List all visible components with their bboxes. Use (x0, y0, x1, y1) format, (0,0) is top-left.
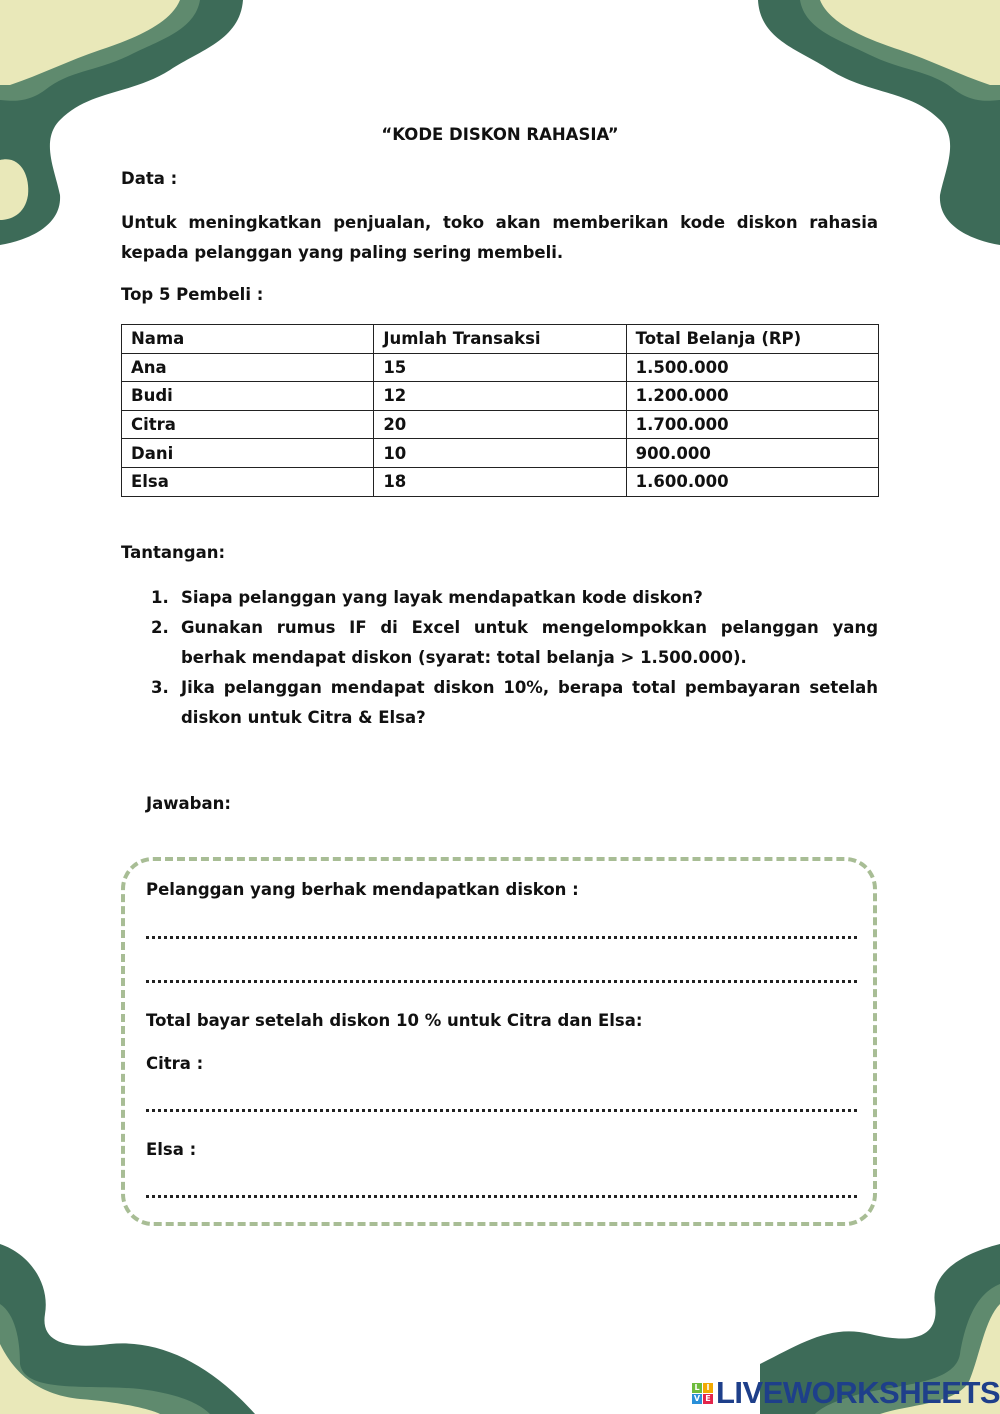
question-item (121, 583, 878, 613)
answer-box (121, 857, 877, 1226)
eligible-answer-line-2[interactable] (146, 980, 857, 983)
table-row (122, 410, 879, 439)
table-cell: 20 (374, 410, 626, 439)
logo-tile: I (703, 1383, 713, 1393)
eligible-answer-line-1[interactable] (146, 936, 857, 939)
liveworksheets-logo (692, 1375, 1000, 1411)
question-text: Gunakan rumus IF di Excel untuk mengelompokkan pelanggan yang berhak mendapat diskon (syarat: total belanja > 1.500.000). (181, 618, 878, 667)
table-cell: 1.600.000 (626, 467, 878, 496)
table-header: Total Belanja (RP) (626, 325, 878, 354)
question-number: 2. (151, 618, 169, 637)
table-title: Top 5 Pembeli : (121, 285, 264, 304)
table-cell: 10 (374, 439, 626, 468)
table-cell: 1.200.000 (626, 382, 878, 411)
table-cell: 900.000 (626, 439, 878, 468)
table-cell: 12 (374, 382, 626, 411)
question-number: 3. (151, 678, 169, 697)
table-row (122, 439, 879, 468)
logo-tile: V (693, 1393, 701, 1403)
logo-tile: L (692, 1383, 702, 1393)
challenge-label: Tantangan: (121, 543, 226, 562)
table-cell: 1.500.000 (626, 353, 878, 382)
table-cell: 18 (374, 467, 626, 496)
question-item (121, 673, 878, 733)
buyers-table (121, 324, 879, 497)
table-header: Jumlah Transaksi (374, 325, 626, 354)
table-header-row (122, 325, 879, 354)
intro-paragraph: Untuk meningkatkan penjualan, toko akan memberikan kode diskon rahasia kepada pelanggan yang paling sering membeli. (121, 213, 878, 262)
table-cell: 15 (374, 353, 626, 382)
data-label: Data : (121, 169, 178, 188)
table-cell: 1.700.000 (626, 410, 878, 439)
question-number: 1. (151, 588, 169, 607)
logo-tile: E (703, 1394, 713, 1404)
table-cell: Ana (122, 353, 374, 382)
question-item (121, 613, 878, 673)
logo-text: LIVEWORKSHEETS (716, 1375, 1000, 1410)
citra-answer-line[interactable] (146, 1109, 857, 1112)
question-text: Siapa pelanggan yang layak mendapatkan kode diskon? (181, 588, 703, 607)
corner-decoration-bottom-left (0, 1244, 260, 1414)
question-list (121, 583, 878, 733)
table-row (122, 382, 879, 411)
table-cell: Citra (122, 410, 374, 439)
logo-tiles-icon (692, 1383, 713, 1404)
citra-label: Citra : (146, 1054, 204, 1073)
total-label: Total bayar setelah diskon 10 % untuk Citra dan Elsa: (146, 1011, 643, 1030)
table-row (122, 467, 879, 496)
eligible-label: Pelanggan yang berhak mendapatkan diskon : (146, 880, 579, 899)
elsa-answer-line[interactable] (146, 1195, 857, 1198)
table-cell: Budi (122, 382, 374, 411)
answer-label: Jawaban: (146, 794, 231, 813)
table-cell: Elsa (122, 467, 374, 496)
page-title: “KODE DISKON RAHASIA” (381, 125, 619, 144)
question-text: Jika pelanggan mendapat diskon 10%, berapa total pembayaran setelah diskon untuk Citra & Elsa? (181, 678, 878, 727)
table-row (122, 353, 879, 382)
table-header: Nama (122, 325, 374, 354)
table-cell: Dani (122, 439, 374, 468)
elsa-label: Elsa : (146, 1140, 197, 1159)
